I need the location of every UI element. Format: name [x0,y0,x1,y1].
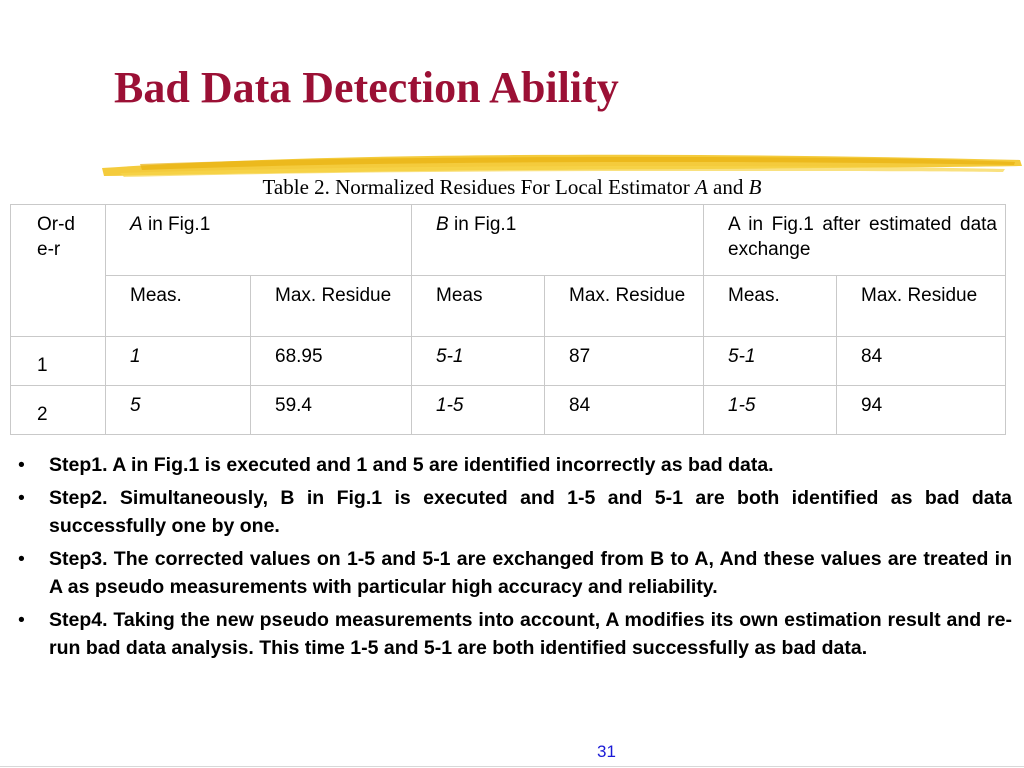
step-text: Step3. The corrected values on 1-5 and 5-1 are exchanged from B to A, And these values are treated in A as pseudo measurements with particular high accuracy and reliability. [49,548,1012,598]
sub-header-cell: Max. Residue [251,276,412,337]
b-meas-cell: 1-5 [412,386,545,435]
group-c-header: A in Fig.1 after estimated data exchange [704,205,1006,276]
table-caption: Table 2. Normalized Residues For Local Estimator A and B [262,175,762,199]
table-row [11,386,1006,435]
list-item [18,545,1012,601]
bullet-marker: • [18,548,25,570]
c-residue-cell: 84 [837,337,1006,386]
list-item [18,451,1012,479]
residues-table [10,204,1006,435]
step-text: Step4. Taking the new pseudo measurements into account, A modifies its own estimation result and re-run bad data analysis. This time 1-5 and 5-1 are both identified successfully as bad data. [49,609,1012,659]
bullet-marker: • [18,487,25,509]
sub-header-cell: Meas [412,276,545,337]
a-meas-cell: 5 [106,386,251,435]
sub-header-cell: Max. Residue [545,276,704,337]
b-residue-cell: 84 [545,386,704,435]
table-row [11,337,1006,386]
c-meas-cell: 1-5 [704,386,837,435]
group-a-header: A in Fig.1 [106,205,412,276]
a-meas-cell: 1 [106,337,251,386]
table-sub-header-row [11,276,1006,337]
b-meas-cell: 5-1 [412,337,545,386]
order-cell: 1 [11,337,106,386]
slide-title: Bad Data Detection Ability [114,63,619,112]
bullet-marker: • [18,454,25,476]
group-b-header: B in Fig.1 [412,205,704,276]
sub-header-cell: Meas. [106,276,251,337]
sub-header-cell: Meas. [704,276,837,337]
list-item [18,484,1012,540]
order-header: Or-de-r [11,205,106,337]
footer-divider [0,766,1024,767]
c-meas-cell: 5-1 [704,337,837,386]
list-item [18,606,1012,662]
page-number: 31 [597,742,616,761]
b-residue-cell: 87 [545,337,704,386]
steps-list [18,451,1012,667]
step-text: Step1. A in Fig.1 is executed and 1 and 5 are identified incorrectly as bad data. [49,454,774,476]
c-residue-cell: 94 [837,386,1006,435]
step-text: Step2. Simultaneously, B in Fig.1 is executed and 1-5 and 5-1 are both identified as bad data successfully one by one. [49,487,1012,537]
a-residue-cell: 59.4 [251,386,412,435]
a-residue-cell: 68.95 [251,337,412,386]
table-group-header-row [11,205,1006,276]
bullet-marker: • [18,609,25,631]
order-cell: 2 [11,386,106,435]
sub-header-cell: Max. Residue [837,276,1006,337]
